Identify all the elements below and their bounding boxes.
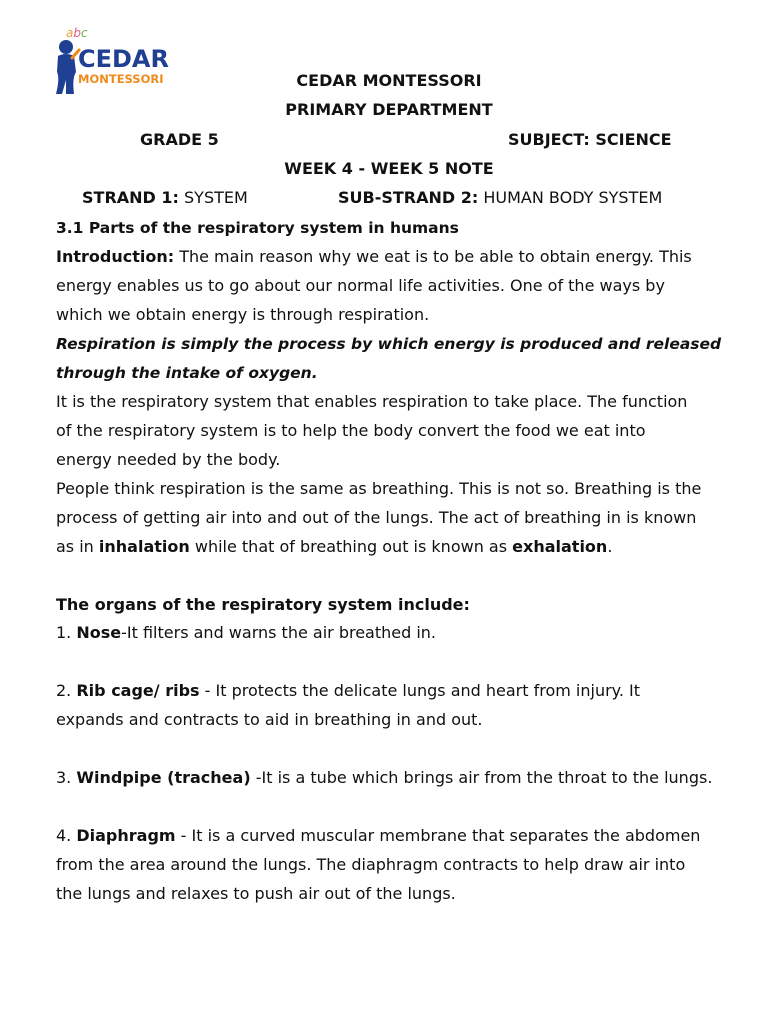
list-item-continuation: expands and contracts to aid in breathing in and out.: [56, 710, 483, 729]
list-item: 3. Windpipe (trachea) -It is a tube which brings air from the throat to the lungs.: [56, 768, 713, 787]
definition-line-1: Respiration is simply the process by which energy is produced and released: [56, 335, 722, 353]
intro-line-1: Introduction: The main reason why we eat is to be able to obtain energy. This: [56, 247, 692, 266]
list-item: 4. Diaphragm - It is a curved muscular membrane that separates the abdomen: [56, 826, 701, 845]
para3-line-3: as in inhalation while that of breathing out is known as exhalation.: [56, 537, 613, 556]
para3-line-1: People think respiration is the same as breathing. This is not so. Breathing is the: [56, 479, 702, 498]
list-item: 2. Rib cage/ ribs - It protects the delicate lungs and heart from injury. It: [56, 681, 641, 700]
list-item-continuation: from the area around the lungs. The diaphragm contracts to help draw air into: [56, 855, 686, 874]
logo-subname: MONTESSORI: [78, 72, 164, 86]
strand: STRAND 1: SYSTEM: [82, 188, 248, 207]
school-name: CEDAR MONTESSORI: [296, 71, 482, 90]
para3-line-2: process of getting air into and out of the lungs. The act of breathing in is known: [56, 508, 697, 527]
exhalation-term: exhalation: [512, 537, 608, 556]
list-item: 1. Nose-It filters and warns the air breathed in.: [56, 623, 437, 642]
inhalation-term: inhalation: [98, 537, 190, 556]
para2-line-3: energy needed by the body.: [56, 450, 281, 469]
intro-line-2: energy enables us to go about our normal life activities. One of the ways by: [56, 276, 665, 295]
grade: GRADE 5: [140, 130, 219, 149]
organs-heading: The organs of the respiratory system include:: [56, 595, 470, 614]
list-item-continuation: the lungs and relaxes to push air out of the lungs.: [56, 884, 456, 903]
para2-line-1: It is the respiratory system that enables respiration to take place. The function: [56, 392, 688, 411]
section-title: 3.1 Parts of the respiratory system in humans: [56, 219, 459, 237]
logo-name: CEDAR: [78, 45, 169, 73]
logo-abc: abc: [66, 26, 88, 40]
subject: SUBJECT: SCIENCE: [508, 130, 672, 149]
week-title: WEEK 4 - WEEK 5 NOTE: [284, 159, 494, 178]
definition-line-2: through the intake of oxygen.: [56, 364, 318, 382]
para2-line-2: of the respiratory system is to help the body convert the food we eat into: [56, 421, 646, 440]
department: PRIMARY DEPARTMENT: [285, 100, 493, 119]
sub-strand: SUB-STRAND 2: HUMAN BODY SYSTEM: [338, 188, 663, 207]
intro-line-3: which we obtain energy is through respiration.: [56, 305, 430, 324]
